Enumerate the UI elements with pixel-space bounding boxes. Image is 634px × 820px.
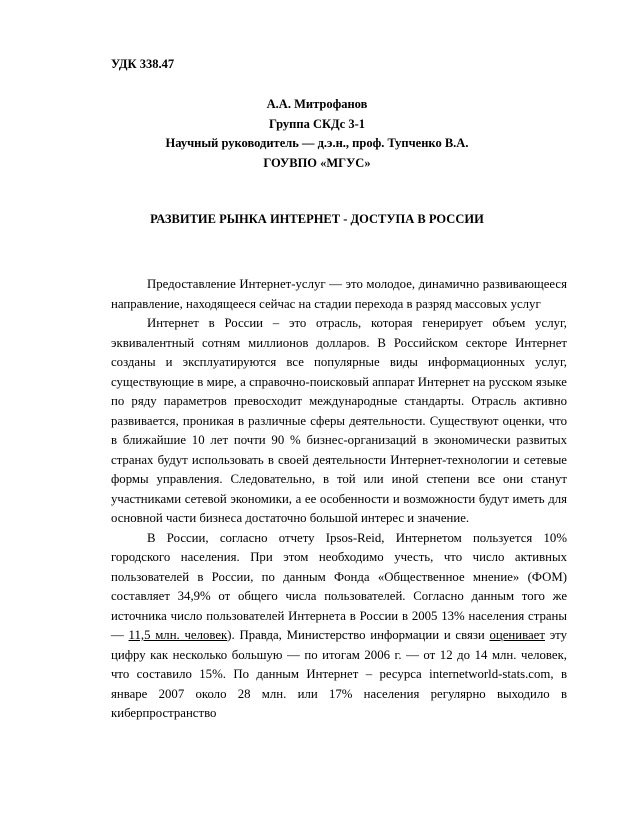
article-body: [111, 275, 567, 724]
paragraph-3: [111, 529, 567, 724]
udk-code: УДК 338.47: [111, 57, 175, 71]
author-group: Группа СКДс 3-1: [268, 116, 365, 131]
author-name: А.А. Митрофанов: [266, 97, 368, 111]
institution: ГОУВПО «МГУС»: [263, 155, 371, 170]
paragraph-1: Предоставление Интернет-услуг — это молодое, динамично развивающееся направление, находящееся сейчас на стадии перехода в разряд массовых услуг: [111, 277, 567, 311]
link-user-count[interactable]: 11,5 млн. человек: [128, 628, 228, 642]
paragraph-3-part-a: В России, согласно отчету Ipsos-Reid, Интернетом пользуется 10% городского населения. При этом необходимо учесть, что число активных пользователей в России, по данным Фонда «Общественное мнение» (ФОМ) составляет 34,9% от общего числа пользователей. Согласно данным того же источника число пользователей Интернета в России в 2005 13% населения страны —: [111, 530, 567, 642]
scientific-supervisor: Научный руководитель — д.э.н., проф. Тупченко В.А.: [165, 136, 469, 150]
paragraph-3-part-c: эту цифру как несколько большую — по итогам 2006 г. — от 12 до 14 млн. человек, что составило 15%. По данным Интернет – ресурса internetworld-stats.com, в январе 2007 около 28 млн. или 17% населения регулярно выходило в киберпространство: [111, 628, 568, 720]
author-block: [100, 95, 534, 173]
paragraph-2: Интернет в России – это отрасль, которая генерирует объем услуг, эквивалентный сотням миллионов долларов. В Российском секторе Интернет созданы и эксплуатируются все популярные виды информационных услуг, существующие в мире, а справочно-поисковый аппарат Интернет на русском языке по ряду параметров превосходит международные стандарты. Отрасль активно развивается, проникая в различные сферы деятельности. Существуют оценки, что в ближайшие 10 лет почти 90 % бизнес-организаций в экономически развитых странах будут использовать в своей деятельности Интернет-технологии и сетевые формы управления. Следовательно, в той или иной степени все они станут участниками сетевой экономики, а ее особенности и возможности будут иметь для основной части бизнеса достаточно большой интерес и значение.: [111, 316, 567, 525]
paragraph-3-part-b: ). Правда, Министерство информации и связи: [227, 628, 490, 642]
link-estimates[interactable]: оценивает: [489, 628, 545, 642]
article-title: РАЗВИТИЕ РЫНКА ИНТЕРНЕТ - ДОСТУПА В РОССИИ: [150, 212, 484, 226]
